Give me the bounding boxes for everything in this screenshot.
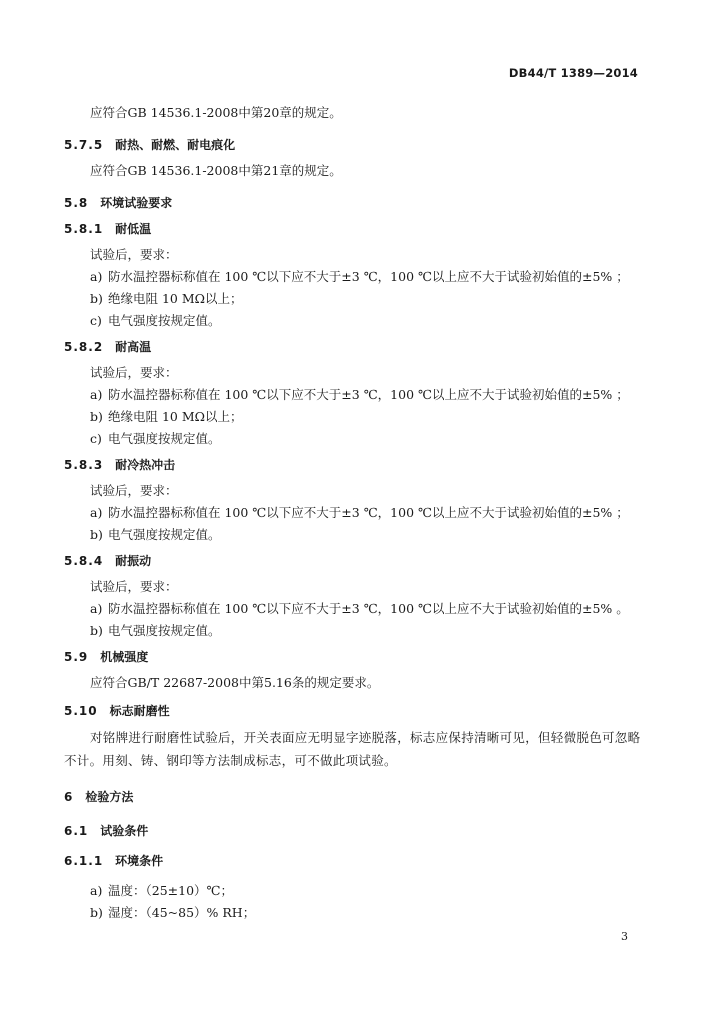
heading-6-1: 6.1 试验条件 <box>64 824 149 838</box>
heading-5-10: 5.10 标志耐磨性 <box>64 704 170 718</box>
heading-5-9: 5.9 机械强度 <box>64 650 149 664</box>
list-item: a) 防水温控器标称值在 100 ℃以下应不大于±3 ℃，100 ℃以上应不大于试验初始值的±5% ； <box>90 387 629 402</box>
intro-text: 试验后，要求： <box>90 247 178 262</box>
document-number: DB44/T 1389—2014 <box>508 66 638 80</box>
intro-text: 试验后，要求： <box>90 579 178 594</box>
heading-6-1-1: 6.1.1 环境条件 <box>64 854 164 868</box>
paragraph: 应符合GB/T 22687-2008中第5.16条的规定要求。 <box>90 675 380 690</box>
intro-text: 试验后，要求： <box>90 365 178 380</box>
list-item: b) 电气强度按规定值。 <box>90 527 221 542</box>
heading-5-8-3: 5.8.3 耐冷热冲击 <box>64 458 176 472</box>
heading-6: 6 检验方法 <box>64 790 134 804</box>
heading-5-8-2: 5.8.2 耐高温 <box>64 340 152 354</box>
paragraph: 对铭牌进行耐磨性试验后，开关表面应无明显字迹脱落，标志应保持清晰可见，但轻微脱色可忽略不计。用刻、铸、钢印等方法制成标志，可不做此项试验。 <box>64 730 641 768</box>
list-item: a) 防水温控器标称值在 100 ℃以下应不大于±3 ℃，100 ℃以上应不大于试验初始值的±5% ； <box>90 505 629 520</box>
list-item: a) 防水温控器标称值在 100 ℃以下应不大于±3 ℃，100 ℃以上应不大于试验初始值的±5% ； <box>90 269 629 284</box>
intro-text: 试验后，要求： <box>90 483 178 498</box>
heading-5-7-5: 5.7.5 耐热、耐燃、耐电痕化 <box>64 138 236 152</box>
list-item: b) 绝缘电阻 10 MΩ以上； <box>90 409 243 424</box>
heading-5-8-1: 5.8.1 耐低温 <box>64 222 152 236</box>
list-item: a) 防水温控器标称值在 100 ℃以下应不大于±3 ℃，100 ℃以上应不大于试验初始值的±5% 。 <box>90 601 629 616</box>
heading-5-8-4: 5.8.4 耐振动 <box>64 554 152 568</box>
paragraph: 应符合GB 14536.1-2008中第20章的规定。 <box>90 105 342 120</box>
list-item: a) 温度：（25±10）℃； <box>90 883 234 898</box>
list-item: b) 绝缘电阻 10 MΩ以上； <box>90 291 243 306</box>
list-item: c) 电气强度按规定值。 <box>90 313 221 328</box>
list-item: b) 湿度：（45~85）% RH； <box>90 905 256 920</box>
heading-5-8: 5.8 环境试验要求 <box>64 196 173 210</box>
list-item: b) 电气强度按规定值。 <box>90 623 221 638</box>
paragraph: 应符合GB 14536.1-2008中第21章的规定。 <box>90 163 342 178</box>
page-number: 3 <box>621 930 628 943</box>
list-item: c) 电气强度按规定值。 <box>90 431 221 446</box>
